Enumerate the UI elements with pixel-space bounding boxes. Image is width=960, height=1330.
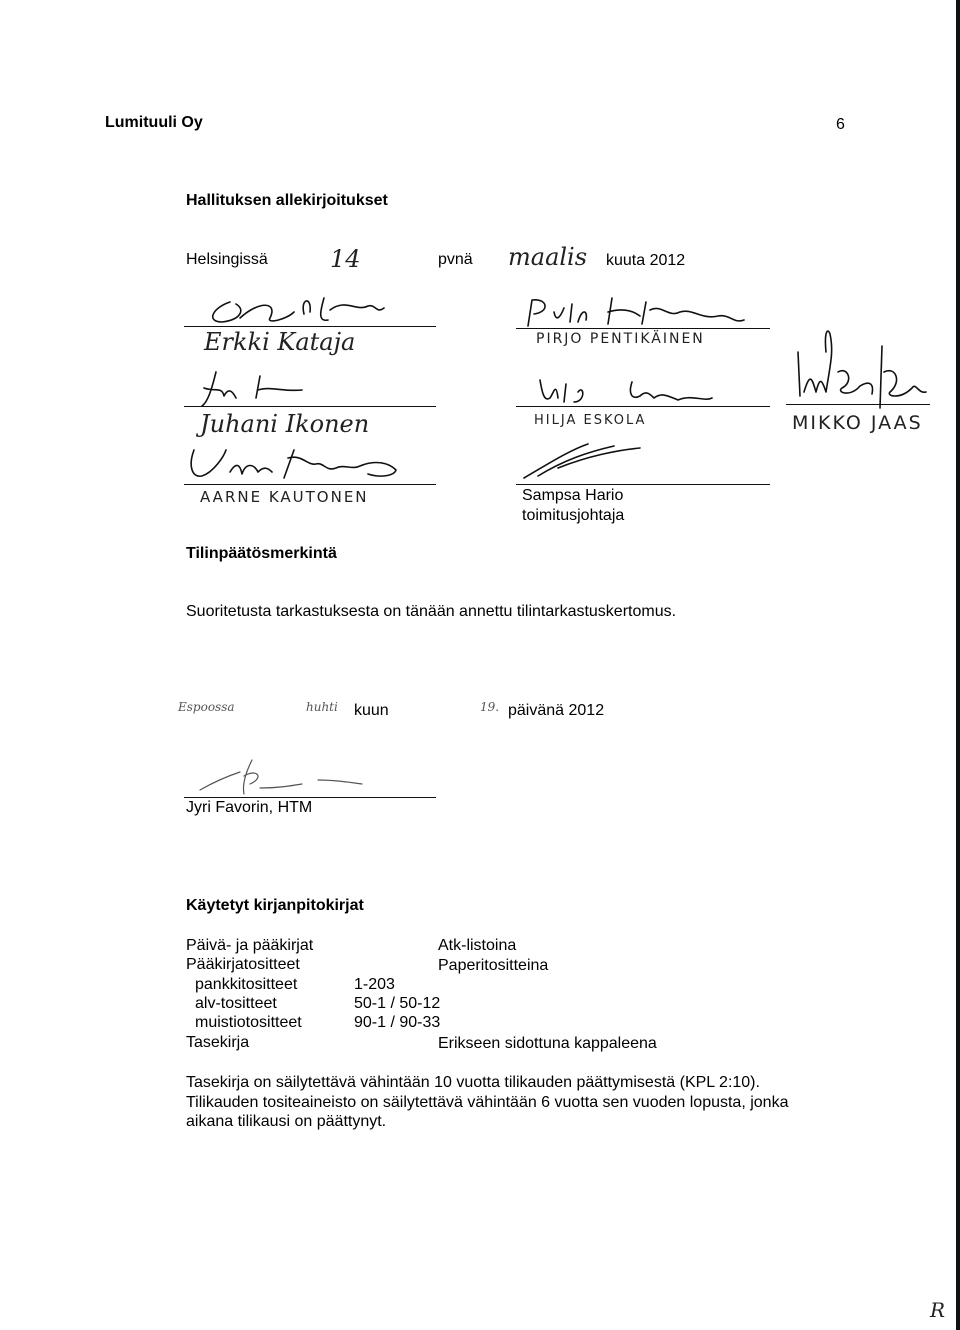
signature-6 — [790, 322, 930, 412]
signature-4 — [536, 372, 736, 406]
scan-edge — [956, 0, 960, 1330]
signature-5 — [184, 442, 414, 482]
signature-line-6 — [786, 404, 930, 405]
signature-1 — [200, 290, 390, 330]
signature-line-4 — [516, 406, 770, 407]
books-row-code: 50-1 / 50-12 — [354, 995, 441, 1012]
handwritten-place: Espoossa — [178, 700, 235, 714]
ceo-title: toimitusjohtaja — [522, 507, 625, 524]
signature-line-1 — [184, 326, 436, 327]
audit-title: Tilinpäätösmerkintä — [186, 545, 337, 562]
signature-line-3 — [184, 406, 436, 407]
signature-3 — [198, 368, 318, 408]
handwritten-name-6: MIKKO JAAS — [792, 412, 923, 434]
signature-line-2 — [516, 328, 770, 329]
books-row-form: Erikseen sidottuna kappaleena — [438, 1035, 657, 1052]
audit-statement: Suoritetusta tarkastuksesta on tänään annettu tilintarkastuskertomus. — [186, 603, 677, 620]
books-row-code: 90-1 / 90-33 — [354, 1014, 441, 1031]
signature-ceo — [518, 440, 648, 480]
page-number: 6 — [836, 116, 845, 133]
books-row-label: Päivä- ja pääkirjat — [186, 937, 314, 954]
handwritten-name-5: AARNE KAUTONEN — [200, 488, 369, 506]
books-row-form: Atk-listoina — [438, 937, 517, 954]
place-label: Helsingissä — [186, 251, 268, 268]
corner-initials: R — [930, 1298, 946, 1322]
books-row-label: muistiotositteet — [195, 1014, 302, 1031]
auditor-name: Jyri Favorin, HTM — [186, 799, 313, 816]
books-row-label: Pääkirjatositteet — [186, 956, 300, 973]
month-suffix: kuuta 2012 — [606, 252, 686, 269]
auditor-signature — [198, 754, 378, 798]
auditor-signature-line — [184, 797, 436, 798]
signature-line-5 — [184, 484, 436, 485]
books-row-label: alv-tositteet — [195, 995, 277, 1012]
handwritten-audit-month: huhti — [306, 700, 338, 714]
books-row-label: Tasekirja — [186, 1034, 250, 1051]
handwritten-name-3: Juhani Ikonen — [200, 410, 370, 438]
handwritten-audit-day: 19. — [480, 700, 500, 714]
ceo-name: Sampsa Hario — [522, 487, 624, 504]
signature-line-ceo — [516, 484, 770, 485]
company-name: Lumituuli Oy — [105, 114, 203, 131]
audit-day-suffix: päivänä 2012 — [508, 702, 605, 719]
audit-month-suffix: kuun — [354, 702, 389, 719]
day-label: pvnä — [438, 251, 473, 268]
retention-line: Tilikauden tositeaineisto on säilytettävä vähintään 6 vuotta sen vuoden lopusta, jonka — [186, 1094, 789, 1111]
handwritten-name-1: Erkki Kataja — [204, 328, 356, 356]
handwritten-name-4: HILJA ESKOLA — [534, 413, 647, 428]
retention-line: aikana tilikausi on päättynyt. — [186, 1113, 387, 1130]
handwritten-name-2: PIRJO PENTIKÄINEN — [536, 331, 705, 347]
books-title: Käytetyt kirjanpitokirjat — [186, 897, 364, 914]
retention-line: Tasekirja on säilytettävä vähintään 10 vuotta tilikauden päättymisestä (KPL 2:10). — [186, 1074, 760, 1091]
books-row-label: pankkitositteet — [195, 976, 298, 993]
signature-2 — [522, 294, 752, 330]
books-row-code: 1-203 — [354, 976, 395, 993]
signatures-title: Hallituksen allekirjoitukset — [186, 192, 388, 209]
handwritten-month: maalis — [508, 243, 588, 271]
books-row-form: Paperitositteina — [438, 957, 549, 974]
handwritten-day: 14 — [330, 245, 361, 273]
